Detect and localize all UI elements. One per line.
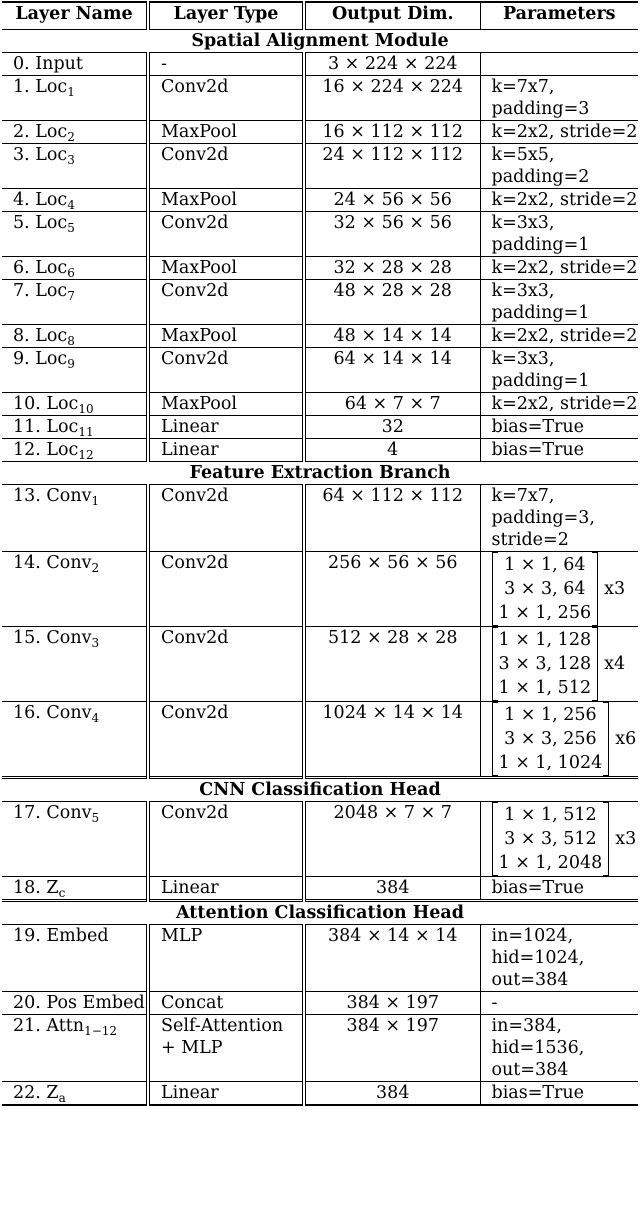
table-row	[2, 877, 638, 901]
layer-name: 1. Loc$_1$	[2, 76, 148, 121]
table-row	[2, 348, 638, 393]
parameters: in=1024, hid=1024, out=384	[480, 925, 638, 992]
parameters: in=384, hid=1536, out=384	[480, 1015, 638, 1082]
parameters: k=2x2, stride=2	[480, 393, 638, 416]
output-dim: 2048 × 7 × 7	[304, 802, 480, 877]
parameters	[480, 53, 638, 76]
output-dim: 32 × 56 × 56	[304, 212, 480, 257]
parameters	[480, 627, 638, 702]
output-dim: 16 × 112 × 112	[304, 121, 480, 144]
table-row	[2, 212, 638, 257]
layer-name: 5. Loc$_5$	[2, 212, 148, 257]
table-row	[2, 189, 638, 212]
table-row	[2, 76, 638, 121]
output-dim: 48 × 28 × 28	[304, 280, 480, 325]
layer-type: MaxPool	[148, 393, 304, 416]
layer-name: 21. Attn$_{1-12}$	[2, 1015, 148, 1082]
section-title: Spatial Alignment Module	[2, 30, 638, 53]
layer-name: 11. Loc$_{11}$	[2, 416, 148, 439]
output-dim: 32	[304, 416, 480, 439]
section-feature	[2, 462, 638, 485]
parameters: k=2x2, stride=2	[480, 325, 638, 348]
table-row	[2, 280, 638, 325]
output-dim: 384 × 14 × 14	[304, 925, 480, 992]
block-multiplier: x3	[604, 579, 626, 599]
table-row	[2, 627, 638, 702]
section-title: Feature Extraction Branch	[2, 462, 638, 485]
table-row	[2, 53, 638, 76]
parameters: k=7x7, padding=3, stride=2	[480, 485, 638, 552]
header-output-dim: Output Dim.	[304, 2, 480, 30]
table-row	[2, 702, 638, 778]
output-dim: 3 × 224 × 224	[304, 53, 480, 76]
layer-name: 14. Conv$_2$	[2, 552, 148, 627]
parameters	[480, 802, 638, 877]
layer-name: 17. Conv$_5$	[2, 802, 148, 877]
layer-type: Conv2d	[148, 280, 304, 325]
block-matrix: 1 × 1, 512 3 × 3, 512 1 × 1, 2048	[492, 802, 610, 876]
layer-type: -	[148, 53, 304, 76]
table-row	[2, 1082, 638, 1106]
layer-type: Conv2d	[148, 702, 304, 778]
layer-type: Conv2d	[148, 485, 304, 552]
parameters: k=2x2, stride=2	[480, 121, 638, 144]
table-row	[2, 121, 638, 144]
architecture-table	[2, 1, 638, 1106]
parameters: k=3x3, padding=1	[480, 280, 638, 325]
layer-type: Conv2d	[148, 212, 304, 257]
output-dim: 384	[304, 877, 480, 901]
output-dim: 64 × 14 × 14	[304, 348, 480, 393]
table-row	[2, 485, 638, 552]
parameters: k=2x2, stride=2	[480, 257, 638, 280]
layer-type: MaxPool	[148, 257, 304, 280]
table-row	[2, 416, 638, 439]
block-multiplier: x6	[615, 729, 637, 749]
output-dim: 384 × 197	[304, 1015, 480, 1082]
parameters: bias=True	[480, 416, 638, 439]
layer-name: 3. Loc$_3$	[2, 144, 148, 189]
output-dim: 64 × 112 × 112	[304, 485, 480, 552]
parameters: k=3x3, padding=1	[480, 348, 638, 393]
layer-type: Linear	[148, 439, 304, 462]
layer-type: Linear	[148, 877, 304, 901]
block-matrix: 1 × 1, 256 3 × 3, 256 1 × 1, 1024	[492, 702, 610, 776]
output-dim: 24 × 56 × 56	[304, 189, 480, 212]
layer-name: 4. Loc$_4$	[2, 189, 148, 212]
section-attention	[2, 901, 638, 925]
layer-type: MLP	[148, 925, 304, 992]
section-title: CNN Classification Head	[2, 778, 638, 802]
block-multiplier: x3	[615, 829, 637, 849]
parameters: k=5x5, padding=2	[480, 144, 638, 189]
output-dim: 16 × 224 × 224	[304, 76, 480, 121]
header-layer-type: Layer Type	[148, 2, 304, 30]
parameters: bias=True	[480, 1082, 638, 1106]
output-dim: 32 × 28 × 28	[304, 257, 480, 280]
parameters: k=7x7, padding=3	[480, 76, 638, 121]
header-parameters: Parameters	[480, 2, 638, 30]
table-row	[2, 144, 638, 189]
output-dim: 384 × 197	[304, 992, 480, 1015]
table-row	[2, 439, 638, 462]
output-dim: 512 × 28 × 28	[304, 627, 480, 702]
parameters: bias=True	[480, 877, 638, 901]
parameters	[480, 702, 638, 778]
layer-type: Conv2d	[148, 76, 304, 121]
layer-name: 9. Loc$_9$	[2, 348, 148, 393]
table-row	[2, 925, 638, 992]
layer-type: Conv2d	[148, 348, 304, 393]
parameters: k=3x3, padding=1	[480, 212, 638, 257]
table-row	[2, 1015, 638, 1082]
block-matrix: 1 × 1, 128 3 × 3, 128 1 × 1, 512	[492, 627, 599, 701]
table-row	[2, 992, 638, 1015]
layer-type: Linear	[148, 416, 304, 439]
layer-name: 12. Loc$_{12}$	[2, 439, 148, 462]
layer-type: MaxPool	[148, 325, 304, 348]
layer-type: Linear	[148, 1082, 304, 1106]
table-row	[2, 257, 638, 280]
layer-name: 18. $Z_c$	[2, 877, 148, 901]
layer-type: Conv2d	[148, 144, 304, 189]
layer-type: Self-Attention + MLP	[148, 1015, 304, 1082]
output-dim: 4	[304, 439, 480, 462]
layer-name: 7. Loc$_7$	[2, 280, 148, 325]
block-matrix: 1 × 1, 64 3 × 3, 64 1 × 1, 256	[492, 552, 599, 626]
layer-name: 22. $Z_a$	[2, 1082, 148, 1106]
layer-name: 8. Loc$_8$	[2, 325, 148, 348]
block-multiplier: x4	[604, 654, 626, 674]
layer-type: Concat	[148, 992, 304, 1015]
section-spatial	[2, 30, 638, 53]
parameters	[480, 552, 638, 627]
table-row	[2, 802, 638, 877]
layer-type: Conv2d	[148, 802, 304, 877]
header-row	[2, 2, 638, 30]
layer-name: 19. Embed	[2, 925, 148, 992]
section-title: Attention Classification Head	[2, 901, 638, 925]
output-dim: 256 × 56 × 56	[304, 552, 480, 627]
layer-type: MaxPool	[148, 121, 304, 144]
parameters: bias=True	[480, 439, 638, 462]
output-dim: 384	[304, 1082, 480, 1106]
layer-name: 10. Loc$_{10}$	[2, 393, 148, 416]
output-dim: 24 × 112 × 112	[304, 144, 480, 189]
layer-name: 2. Loc$_2$	[2, 121, 148, 144]
output-dim: 48 × 14 × 14	[304, 325, 480, 348]
output-dim: 1024 × 14 × 14	[304, 702, 480, 778]
layer-type: MaxPool	[148, 189, 304, 212]
table-row	[2, 393, 638, 416]
section-cnn	[2, 778, 638, 802]
table-row	[2, 325, 638, 348]
layer-name: 16. Conv$_4$	[2, 702, 148, 778]
parameters: k=2x2, stride=2	[480, 189, 638, 212]
layer-type: Conv2d	[148, 552, 304, 627]
table-row	[2, 552, 638, 627]
header-layer-name: Layer Name	[2, 2, 148, 30]
layer-name: 6. Loc$_6$	[2, 257, 148, 280]
layer-name: 13. Conv$_1$	[2, 485, 148, 552]
layer-name: 20. Pos Embed	[2, 992, 148, 1015]
layer-name: 15. Conv$_3$	[2, 627, 148, 702]
layer-name: 0. Input	[2, 53, 148, 76]
parameters: -	[480, 992, 638, 1015]
output-dim: 64 × 7 × 7	[304, 393, 480, 416]
layer-type: Conv2d	[148, 627, 304, 702]
